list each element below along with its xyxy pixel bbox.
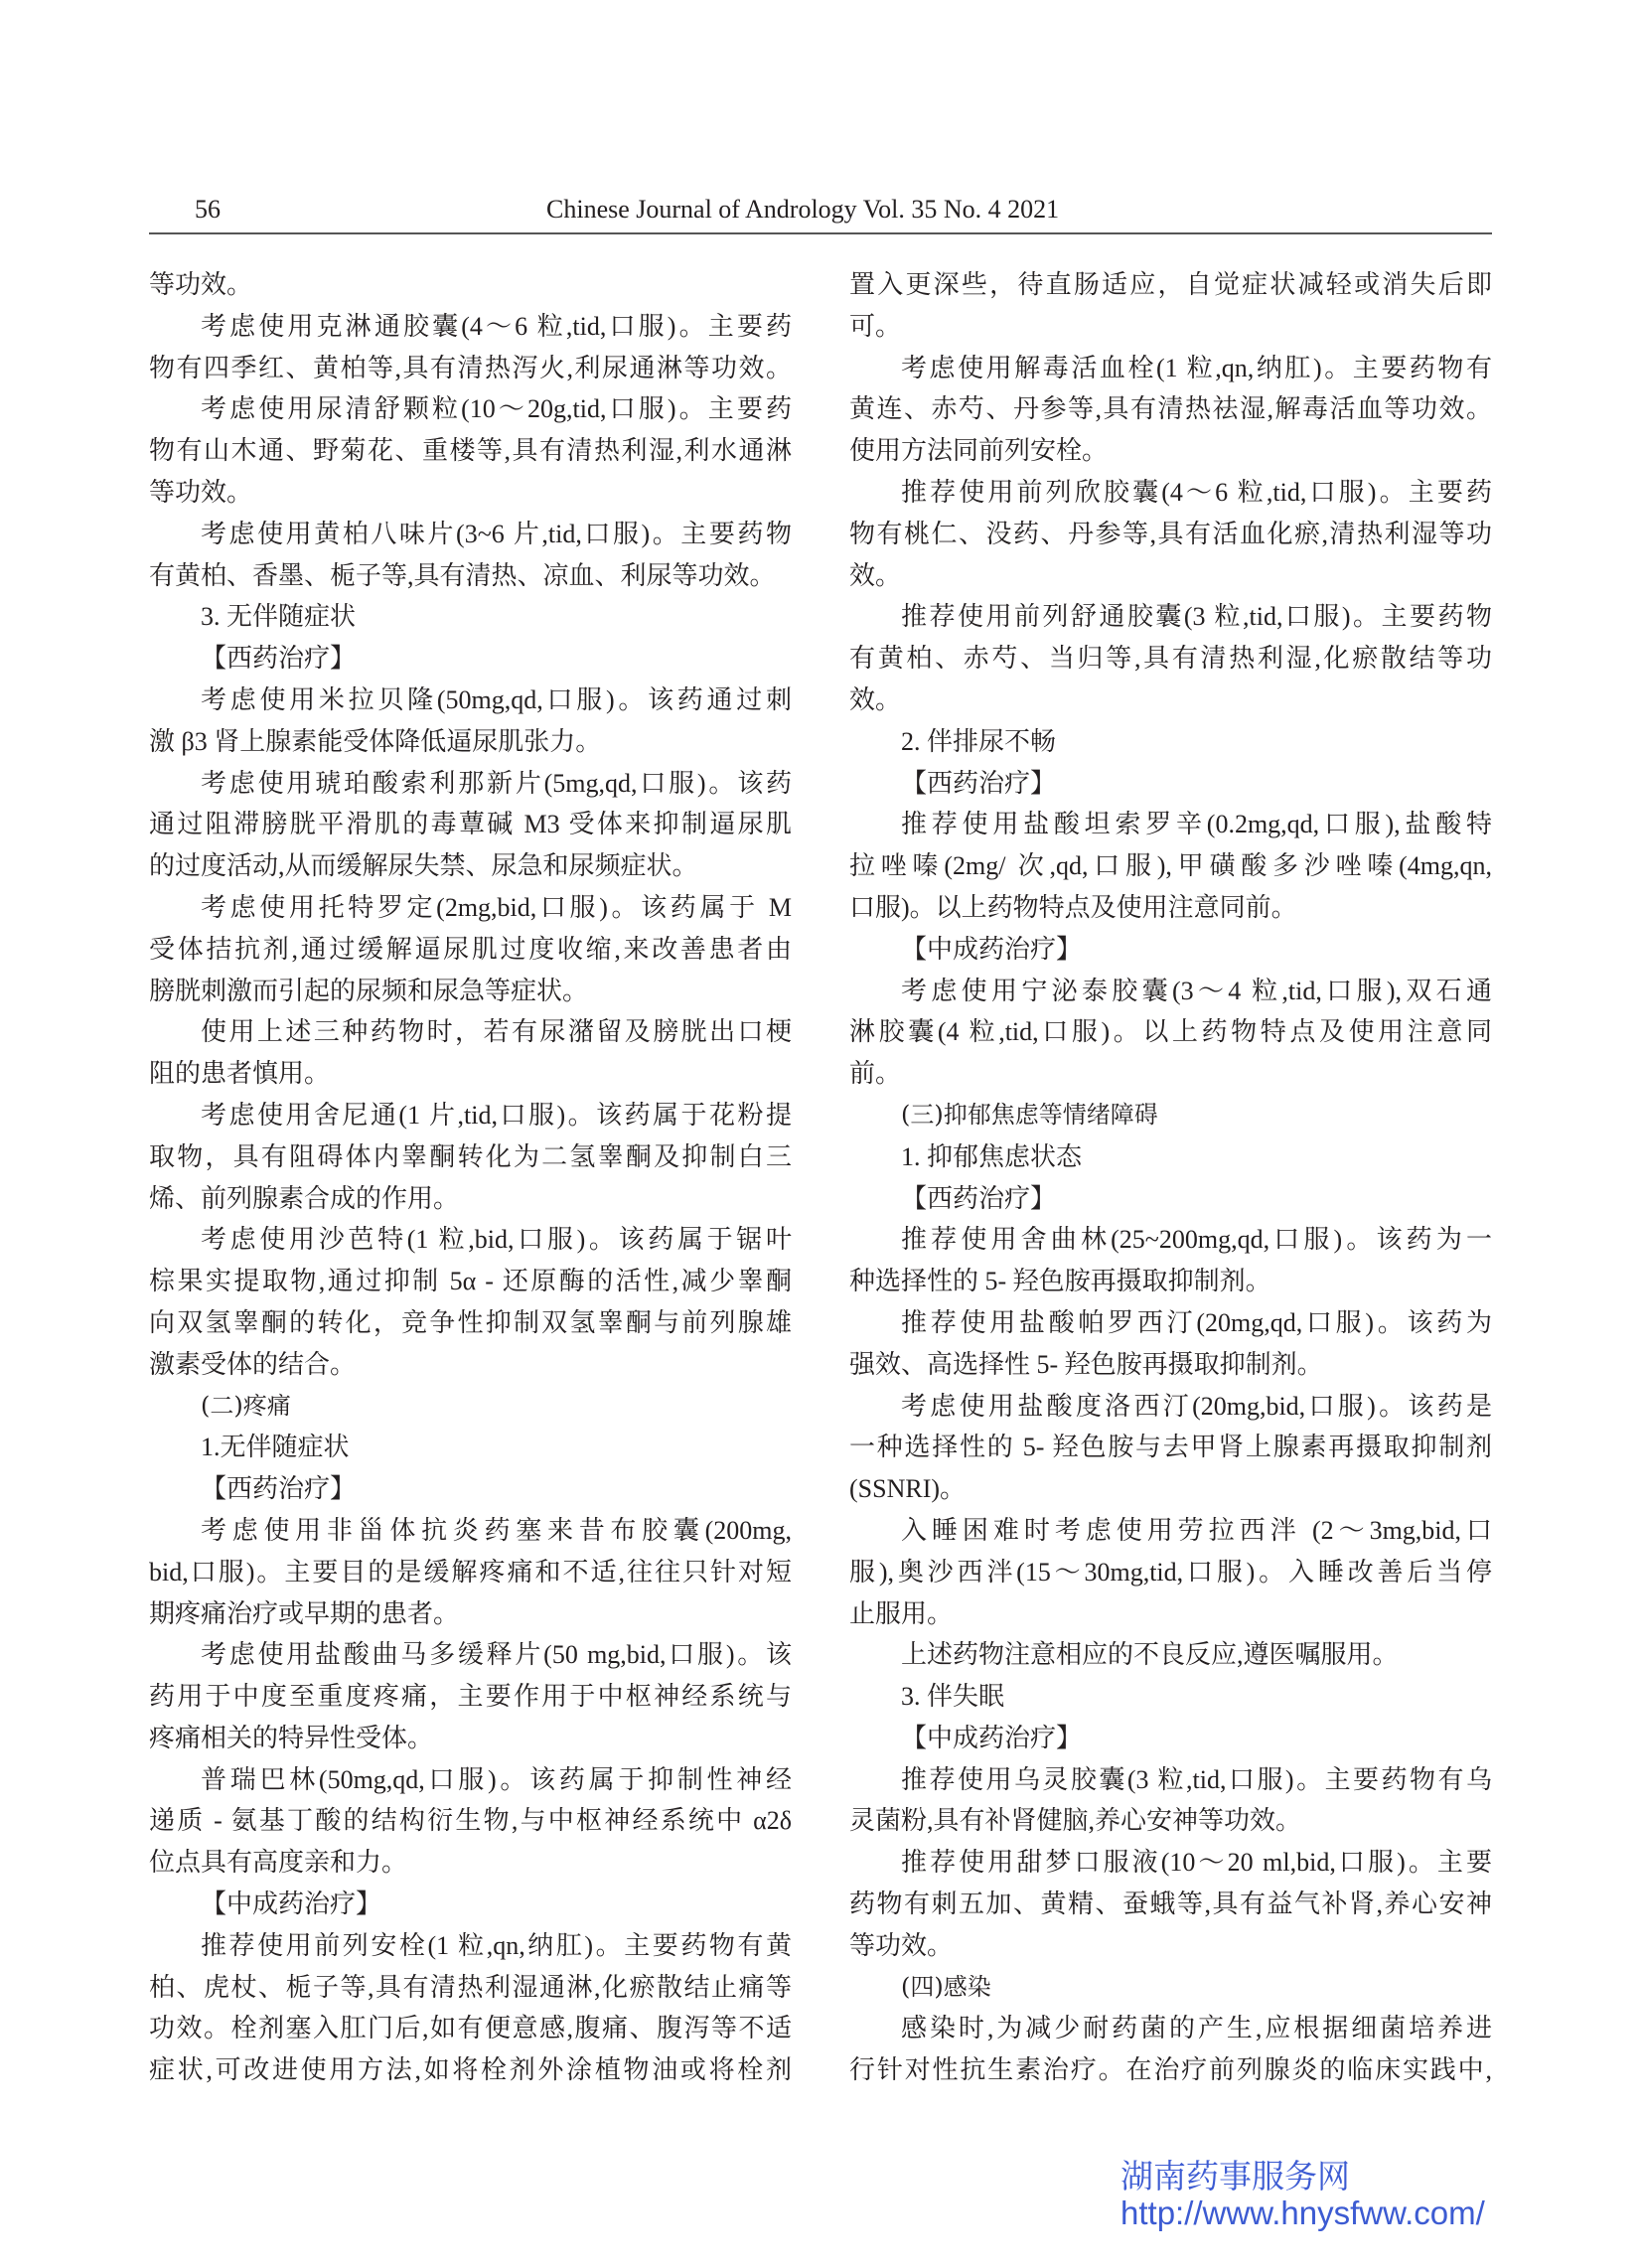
text-line: 推荐使用前列欣胶囊(4～6 粒,tid,口服)。主要药 <box>901 477 1492 507</box>
subsection-heading: 2. 伴排尿不畅 <box>901 726 1057 756</box>
paragraph <box>849 804 1492 928</box>
paragraph <box>849 596 1492 720</box>
text-line: 的过度活动,从而缓解尿失禁、尿急和尿频症状。 <box>149 851 698 881</box>
text-line: 柏、虎杖、栀子等,具有清热利湿通淋,化瘀散结止痛等 <box>149 1972 792 2002</box>
text-line: 普瑞巴林(50mg,qd,口服)。该药属于抑制性神经 <box>201 1764 792 1794</box>
paragraph <box>149 1634 792 1758</box>
text-line: 药用于中度至重度疼痛，主要作用于中枢神经系统与 <box>149 1682 792 1712</box>
paragraph <box>149 264 792 306</box>
text-line: 取物，具有阻碍体内睾酮转化为二氢睾酮及抑制白三 <box>149 1141 792 1171</box>
text-line: 激 β3 肾上腺素能受体降低逼尿肌张力。 <box>149 726 602 756</box>
paragraph <box>849 348 1492 472</box>
treatment-heading: 【西药治疗】 <box>201 1474 357 1504</box>
text-line: 推荐使用甜梦口服液(10～20 ml,bid,口服)。主要 <box>901 1848 1492 1878</box>
treatment-heading: 【中成药治疗】 <box>901 1723 1083 1752</box>
text-line: 功效。栓剂塞入肛门后,如有便意感,腹痛、腹泻等不适 <box>149 2014 792 2043</box>
text-line: 考虑使用沙芭特(1 粒,bid,口服)。该药属于锯叶 <box>201 1225 792 1255</box>
text-line: 等功效。 <box>849 1930 954 1960</box>
paragraph <box>149 1011 792 1095</box>
paragraph <box>849 472 1492 596</box>
paragraph <box>149 680 792 763</box>
text-line: 服),奥沙西泮(15～30mg,tid,口服)。入睡改善后当停 <box>849 1557 1492 1587</box>
text-line: 行针对性抗生素治疗。在治疗前列腺炎的临床实践中, <box>849 2055 1492 2085</box>
paragraph <box>849 1510 1492 1634</box>
paragraph <box>849 971 1492 1095</box>
text-line: 物有山木通、野菊花、重楼等,具有清热利湿,利水通淋 <box>149 436 792 466</box>
text-line: 有黄柏、赤芍、当归等,具有清热利湿,化瘀散结等功 <box>849 644 1492 674</box>
section-heading: (三)抑郁焦虑等情绪障碍 <box>901 1100 1158 1129</box>
text-line: 考虑使用舍尼通(1 片,tid,口服)。该药属于花粉提 <box>201 1100 792 1130</box>
text-line: 推荐使用乌灵胶囊(3 粒,tid,口服)。主要药物有乌 <box>901 1764 1492 1794</box>
text-line: 口服)。以上药物特点及使用注意同前。 <box>849 892 1297 922</box>
section-heading: (二)疼痛 <box>201 1391 291 1420</box>
text-line: 烯、前列腺素合成的作用。 <box>149 1183 460 1213</box>
text-line: 考虑使用宁泌泰胶囊(3～4 粒,tid,口服),双石通 <box>901 976 1492 1005</box>
text-line: 症状,可改进使用方法,如将栓剂外涂植物油或将栓剂 <box>149 2055 792 2085</box>
text-line: 考虑使用克淋通胶囊(4～6 粒,tid,口服)。主要药 <box>201 311 792 341</box>
text-line: 考虑使用非甾体抗炎药塞来昔布胶囊(200mg, <box>201 1515 792 1545</box>
text-line: 黄连、赤芍、丹参等,具有清热祛湿,解毒活血等功效。 <box>849 394 1492 424</box>
running-header-journal-title: Chinese Journal of Andrology Vol. 35 No. 4 2021 <box>546 195 1060 224</box>
text-line: 止服用。 <box>849 1598 954 1628</box>
text-line: 推荐使用前列舒通胶囊(3 粒,tid,口服)。主要药物 <box>901 602 1492 632</box>
text-line: 棕果实提取物,通过抑制 5α - 还原酶的活性,减少睾酮 <box>149 1267 792 1296</box>
subsection-heading: 3. 无伴随症状 <box>201 602 357 632</box>
paragraph <box>849 1842 1492 1966</box>
text-line: 淋胶囊(4 粒,tid,口服)。以上药物特点及使用注意同 <box>849 1017 1492 1047</box>
text-line: 膀胱刺激而引起的尿频和尿急等症状。 <box>149 976 589 1005</box>
text-line: 推荐使用舍曲林(25~200mg,qd,口服)。该药为一 <box>901 1225 1492 1255</box>
text-line: 位点具有高度亲和力。 <box>149 1848 408 1878</box>
paragraph <box>849 1302 1492 1386</box>
subsection-heading: 3. 伴失眠 <box>901 1682 1005 1712</box>
text-line: (SSNRI)。 <box>849 1474 967 1504</box>
text-line: 通过阻滞膀胱平滑肌的毒蕈碱 M3 受体来抑制逼尿肌 <box>149 810 792 839</box>
text-line: 考虑使用尿清舒颗粒(10～20g,tid,口服)。主要药 <box>201 394 792 424</box>
left-column <box>149 264 792 2091</box>
paragraph <box>149 1759 792 1884</box>
page-number: 56 <box>195 195 221 224</box>
text-line: 效。 <box>849 560 902 590</box>
paragraph <box>849 1759 1492 1843</box>
text-line: 药物有刺五加、黄精、蚕蛾等,具有益气补肾,养心安神 <box>849 1890 1492 1919</box>
paragraph <box>849 2008 1492 2091</box>
treatment-heading: 【西药治疗】 <box>901 768 1057 798</box>
paragraph <box>149 1095 792 1219</box>
text-line: 等功效。 <box>149 270 253 299</box>
text-line: 上述药物注意相应的不良反应,遵医嘱服用。 <box>901 1640 1399 1670</box>
subsection-heading: 1. 抑郁焦虑状态 <box>901 1141 1083 1171</box>
text-line: 物有桃仁、没药、丹参等,具有活血化瘀,清热利湿等功 <box>849 519 1492 548</box>
text-line: 灵菌粉,具有补肾健脑,养心安神等功效。 <box>849 1806 1302 1836</box>
text-line: 置入更深些，待直肠适应，自觉症状减轻或消失后即 <box>849 270 1492 299</box>
text-line: 考虑使用托特罗定(2mg,bid,口服)。该药属于 M <box>201 892 792 922</box>
text-line: 向双氢睾酮的转化，竞争性抑制双氢睾酮与前列腺雄 <box>149 1307 792 1337</box>
paragraph <box>849 1634 1492 1676</box>
text-line: 考虑使用琥珀酸索利那新片(5mg,qd,口服)。该药 <box>201 768 792 798</box>
paragraph <box>149 763 792 887</box>
watermark-site-name: 湖南药事服务网 <box>1120 2157 1350 2195</box>
paragraph <box>149 1510 792 1634</box>
text-line: 种选择性的 5- 羟色胺再摄取抑制剂。 <box>849 1267 1271 1296</box>
text-line: 考虑使用盐酸度洛西汀(20mg,bid,口服)。该药是 <box>901 1391 1492 1421</box>
paragraph <box>149 306 792 389</box>
paragraph <box>849 264 1492 348</box>
text-line: 推荐使用前列安栓(1 粒,qn,纳肛)。主要药物有黄 <box>201 1930 792 1960</box>
section-heading: (四)感染 <box>901 1972 991 2001</box>
text-line: 考虑使用解毒活血栓(1 粒,qn,纳肛)。主要药物有 <box>901 353 1492 382</box>
text-line: 效。 <box>849 684 902 714</box>
text-line: 考虑使用米拉贝隆(50mg,qd,口服)。该药通过刺 <box>201 684 792 714</box>
text-line: 使用上述三种药物时，若有尿潴留及膀胱出口梗 <box>201 1017 792 1047</box>
text-line: 推荐使用盐酸坦索罗辛(0.2mg,qd,口服),盐酸特 <box>901 810 1492 839</box>
text-line: 考虑使用黄柏八味片(3~6 片,tid,口服)。主要药物 <box>201 519 792 548</box>
text-line: 物有四季红、黄柏等,具有清热泻火,利尿通淋等功效。 <box>149 353 792 382</box>
treatment-heading: 【西药治疗】 <box>901 1183 1057 1213</box>
paragraph <box>149 388 792 513</box>
text-line: 入睡困难时考虑使用劳拉西泮 (2～3mg,bid,口 <box>901 1515 1492 1545</box>
text-line: 强效、高选择性 5- 羟色胺再摄取抑制剂。 <box>849 1349 1323 1379</box>
subsection-heading: 1.无伴随症状 <box>201 1433 350 1462</box>
text-line: 激素受体的结合。 <box>149 1349 357 1379</box>
treatment-heading: 【西药治疗】 <box>201 644 357 674</box>
header-rule <box>149 232 1492 234</box>
text-line: 等功效。 <box>149 477 253 507</box>
text-line: 一种选择性的 5- 羟色胺与去甲肾上腺素再摄取抑制剂 <box>849 1433 1492 1462</box>
paragraph <box>149 514 792 597</box>
paragraph <box>149 1219 792 1385</box>
text-line: 疼痛相关的特异性受体。 <box>149 1723 434 1752</box>
text-line: bid,口服)。主要目的是缓解疼痛和不适,往往只针对短 <box>149 1557 792 1587</box>
watermark-url: http://www.hnysfww.com/ <box>1120 2194 1485 2231</box>
text-line: 感染时,为减少耐药菌的产生,应根据细菌培养进 <box>901 2014 1492 2043</box>
paragraph <box>149 887 792 1011</box>
text-line: 考虑使用盐酸曲马多缓释片(50 mg,bid,口服)。该 <box>201 1640 792 1670</box>
text-line: 阻的患者慎用。 <box>149 1059 331 1089</box>
text-line: 期疼痛治疗或早期的患者。 <box>149 1598 460 1628</box>
paragraph <box>149 1925 792 2091</box>
right-column <box>849 264 1492 2091</box>
text-line: 可。 <box>849 311 902 341</box>
text-line: 受体拮抗剂,通过缓解逼尿肌过度收缩,来改善患者由 <box>149 934 792 964</box>
treatment-heading: 【中成药治疗】 <box>201 1890 382 1919</box>
text-line: 拉唑嗪(2mg/ 次,qd,口服),甲磺酸多沙唑嗪(4mg,qn, <box>849 851 1492 881</box>
text-line: 前。 <box>849 1059 902 1089</box>
text-line: 有黄柏、香墨、栀子等,具有清热、凉血、利尿等功效。 <box>149 560 776 590</box>
text-line: 使用方法同前列安栓。 <box>849 436 1109 466</box>
text-line: 递质 - 氨基丁酸的结构衍生物,与中枢神经系统中 α2δ <box>149 1806 792 1836</box>
paragraph <box>849 1219 1492 1302</box>
paragraph <box>849 1386 1492 1510</box>
text-line: 推荐使用盐酸帕罗西汀(20mg,qd,口服)。该药为 <box>901 1307 1492 1337</box>
treatment-heading: 【中成药治疗】 <box>901 934 1083 964</box>
